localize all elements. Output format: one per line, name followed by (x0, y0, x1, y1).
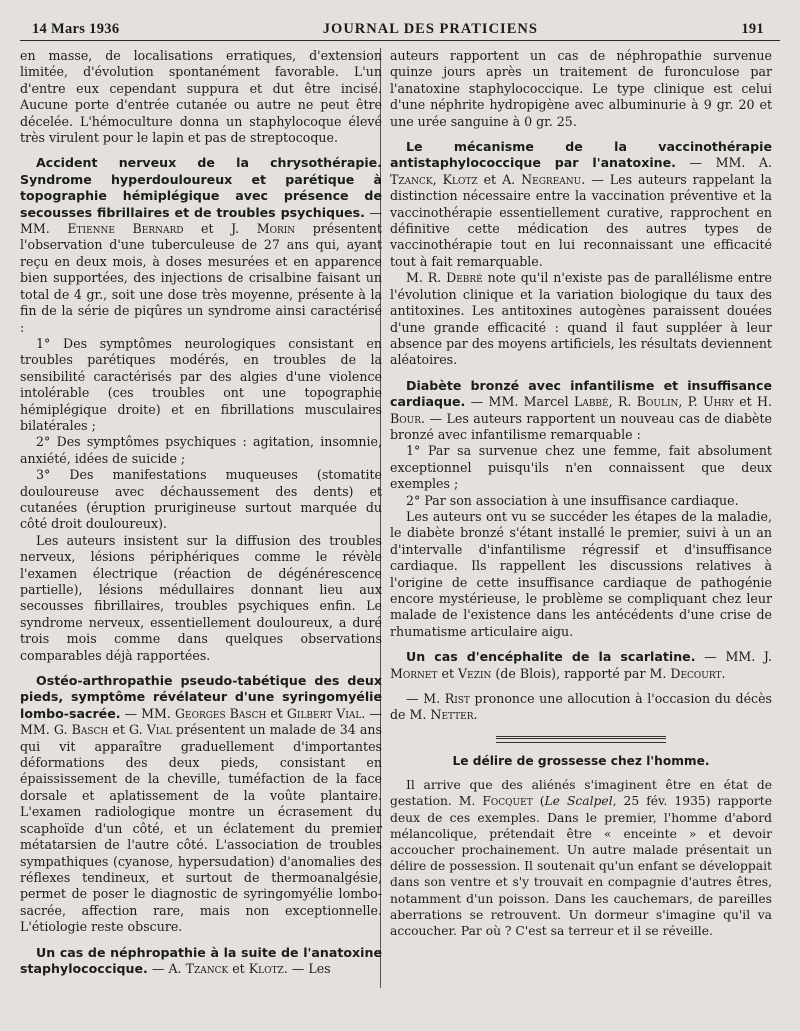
author: Uhry (702, 394, 734, 410)
author: Debré (446, 270, 483, 286)
author: Vezin (458, 665, 492, 681)
author: Labbé (573, 394, 609, 410)
article-title-delire: Le délire de grossesse chez l'homme. (452, 753, 710, 768)
article-title: Un cas de néphropathie à la suite de l'anatoxine staphylococcique. (20, 944, 382, 976)
article-title: Diabète bronzé avec infantilisme et insuffisance cardiaque. (390, 377, 772, 410)
article-osteo-arthropathie: Ostéo-arthropathie pseudo-tabétique des deux pieds, symptôme révélateur d'une syringomyélie lombo-sacrée. — MM. Georges Basch et Gilbert Vial. — MM. G. Basch et G. Vial présentent un malade de 34 ans qui vit apparaître graduellement d'importantes déformations des deux pieds, consistant en épaississement de la cheville, tuméfaction de la face dorsale et aplatissement de la voûte plantaire. L'examen radiologique montre un écrasement du scaphoïde d'un côté, et un éclatement du premier métatarsien de l'autre côté. L'association de troubles sympathiques (cyanose, hypersudation) d'anomalies des réflexes tendineux, et surtout de thermoanalgésie, permet de poser le diagnostic de syringomyélie lombo-sacrée, affection rare, mais non exceptionnelle. L'étiologie reste obscure. (20, 673, 382, 935)
journal-title: JOURNAL DES PRATICIENS (322, 21, 538, 37)
author: Tzanck (390, 171, 433, 187)
article-diabete-bronze: Diabète bronzé avec infantilisme et insuffisance cardiaque. — MM. Marcel Labbé, R. Boulin, P. Uhry et H. Bour. — Les auteurs rapportent un nouveau cas de diabète bronzé avec infantilisme remarquable : (390, 377, 773, 442)
paragraph: Les auteurs ont vu se succéder les étapes de la maladie, le diabète bronzé s'étant installé le premier, suivi à un an d'intervalle d'infantilisme régressif et d'insuffisance cardiaque. Ils rappellent les discussions relatives à l'origine de cette insuffisance cardiaque de pathogénie encore mystérieuse, le problème se compliquant chez leur malade de l'existence dans les antécédents d'une crise de rhumatisme articulaire aigu. (390, 508, 772, 639)
left-column (20, 48, 382, 977)
article-title: Accident nerveux de la chrysothérapie. Syndrome hyperdouloureux et parétique à topographie hémiplégique avec présence de secousses fibrillaires et de troubles psychiques. (20, 155, 382, 220)
author: Etienne Bernard (67, 221, 184, 237)
author: Tzanck (185, 960, 229, 976)
author: Boulin (636, 394, 679, 410)
author: Gilbert Vial (286, 705, 362, 721)
intro-paragraph: en masse, de localisations erratiques, d'extension limitée, d'évolution spontanément favorable. L'un d'entre eux cependant suppura et dut être incisé. Aucune porte d'entrée cutanée ou autre ne peut être décelée. L'hémoculture donna un staphylocoque élevé très virulent pour le lapin et pas de streptocoque. (20, 48, 382, 146)
paragraph: Les auteurs insistent sur la diffusion des troubles nerveux, lésions périphériques comme le révèle l'examen électrique (réaction de dégénérescence partielle), lésions médullaires donnant lieu aux secousses fibrillaires, troubles psychiques enfin. Le syndrome nerveux, essentiellement douloureux, a duré trois mois comme dans quelques observations comparables déjà rapportées. (20, 532, 382, 663)
paragraph: 2° Des symptômes psychiques : agitation, insomnie, anxiété, idées de suicide ; (20, 434, 382, 466)
right-column (390, 48, 772, 939)
announcement-paragraph: — M. Rist prononce une allocution à l'occasion du décès de M. Netter. (390, 691, 772, 723)
author: Rist (444, 691, 470, 707)
author: G. Basch (53, 722, 109, 738)
article-title: Un cas d'encéphalite de la scarlatine. (406, 649, 696, 665)
article-encephalite: Un cas d'encéphalite de la scarlatine. — MM. J. Mornet et Vezin (de Blois), rapporté par M. Decourt. (390, 649, 772, 681)
article-vaccinotherapie: Le mécanisme de la vaccinothérapie antistaphylococcique par l'anatoxine. — MM. A. Tzanck, Klotz et A. Negreanu. — Les auteurs rappelant la distinction nécessaire entre la vaccination préventive et la vaccinothérapie essentiellement curative, rapprochent en définitive cette médication des autres types de vaccinothérapie tout en lui reconnaissant une efficacité tout à fait remarquable. (390, 139, 772, 269)
page-header (32, 12, 764, 38)
article-title: Le mécanisme de la vaccinothérapie antistaphylococcique par l'anatoxine. (390, 139, 772, 171)
paragraph: 1° Des symptômes neurologiques consistant en troubles parétiques modérés, en troubles de la sensibilité caractérisés par des algies d'une violence intolérable (ces troubles ont une topographie hémiplégique droite) et en fibrillations musculaires bilatérales ; (20, 335, 382, 433)
author: Negreanu (521, 171, 582, 187)
person-name: Netter (430, 707, 474, 723)
author: J. Morin (231, 221, 296, 237)
issue-date: 14 Mars 1936 (32, 21, 120, 37)
journal-citation: Le Scalpel (544, 794, 613, 809)
author: Bour (390, 410, 421, 426)
article-title: Ostéo-arthropathie pseudo-tabétique des deux pieds, symptôme révélateur d'une syringomyélie lombo-sacrée. (20, 673, 382, 721)
paragraph: 1° Par sa survenue chez une femme, fait absolument exceptionnel puisqu'ils n'en connaissent que deux exemples ; (390, 443, 772, 492)
paragraph: M. R. Debré note qu'il n'existe pas de parallélisme entre l'évolution clinique et la variation biologique du taux des antitoxines. Les antitoxines autogènes paraissent douées d'une grande efficacité : quand il faut suppléer à leur absence par des moyens artificiels, les résultats deviennent aléatoires. (390, 270, 773, 368)
paragraph: 3° Des manifestations muqueuses (stomatite douloureuse avec déchaussement des dents) et cutanées (éruption prurigineuse surtout marquée du côté droit douloureux). (20, 467, 382, 532)
page-number: 191 (741, 21, 764, 37)
article-chrysotherapie: Accident nerveux de la chrysothérapie. Syndrome hyperdouloureux et parétique à topographie hémiplégique avec présence de secousses fibrillaires et de troubles psychiques. — MM. Etienne Bernard et J. Morin présentent l'observation d'une tuberculeuse de 27 ans qui, ayant reçu en deux mois, à doses mesurées et en apparence bien supportées, des injections de crisalbine faisant un total de 4 gr., soit une dose très moyenne, présente à la fin de la série de piqûres un syndrome ainsi caractérisé : (20, 155, 382, 335)
header-rule (20, 40, 780, 41)
author: Decourt (670, 665, 722, 681)
paragraph: 2° Par son association à une insuffisance cardiaque. (406, 492, 739, 508)
author: Klotz (248, 960, 284, 976)
article-nephropathie: Un cas de néphropathie à la suite de l'anatoxine staphylococcique. — A. Tzanck et Klotz. — Les (20, 944, 382, 976)
paragraph: auteurs rapportent un cas de néphropathie survenue quinze jours après un traitement de furonculose par l'anatoxine staphylococcique. Le type clinique est celui d'une néphrite hydropigène avec albuminurie à 9 gr. 20 et une urée sanguine à 0 gr. 25. (390, 48, 772, 129)
section-ornament (496, 736, 666, 743)
author: Focquet (482, 794, 533, 809)
author: Georges Basch (174, 705, 267, 721)
article-delire-grossesse: Il arrive que des aliénés s'imaginent être en état de gestation. M. Focquet (Le Scalpel, 25 fév. 1935) rapporte deux de ces exemples. Dans le premier, l'homme d'abord mélancolique, prétendait être « enceinte » et devoir accoucher prochainement. Un autre malade présentait un délire de possession. Il soutenait qu'un enfant se développait dans son ventre et s'y trouvait en compagnie d'autres êtres, notamment d'un poisson. Dans les cauchemars, de pareilles aberrations se retrouvent. Un dormeur s'imagine qu'il va accoucher. Par où ? C'est sa terreur et il se réveille. (390, 778, 772, 939)
author: G. Vial (128, 722, 172, 738)
author: Klotz (442, 171, 478, 187)
author: Mornet (390, 665, 438, 681)
